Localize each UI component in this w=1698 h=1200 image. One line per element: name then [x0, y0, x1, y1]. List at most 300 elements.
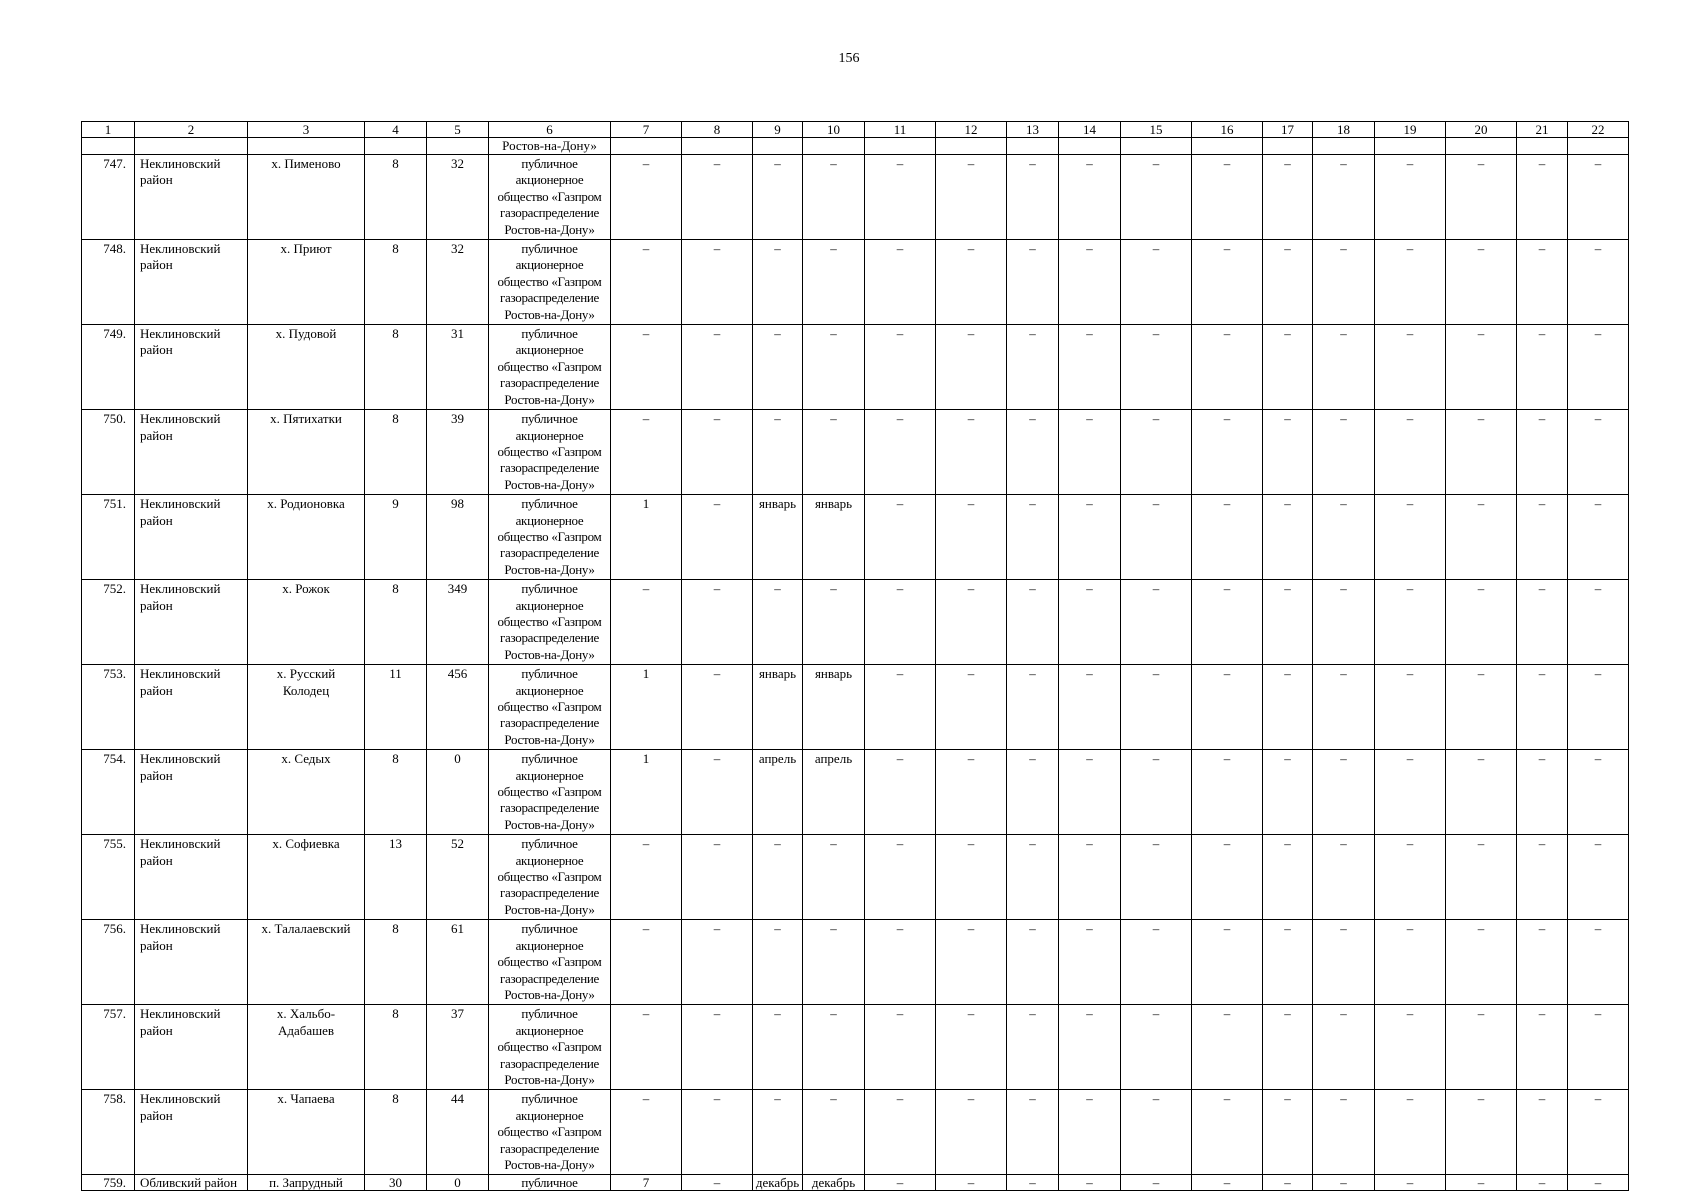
value-col-11: –	[865, 580, 936, 665]
value-col-17: –	[1263, 155, 1313, 240]
value-col-12: –	[936, 665, 1007, 750]
value-col-21: –	[1517, 1090, 1568, 1175]
value-col-15: –	[1121, 920, 1192, 1005]
value-col-14: –	[1059, 920, 1121, 1005]
value-col-9: январь	[753, 665, 803, 750]
value-col-10: апрель	[803, 750, 865, 835]
value-col-17: –	[1263, 240, 1313, 325]
value-col-20: –	[1446, 240, 1517, 325]
column-number-row	[82, 122, 1629, 138]
organization-line: газораспределение	[500, 545, 599, 561]
column-number-21: 21	[1517, 122, 1568, 138]
organization-line: Ростов-на-Дону»	[504, 646, 595, 662]
value-col-11: –	[865, 1005, 936, 1090]
district-suffix: район	[140, 342, 173, 358]
table-row	[82, 835, 1629, 920]
organization-line: общество «Газпром	[497, 869, 602, 885]
value-col-21: –	[1517, 495, 1568, 580]
value-col-10: –	[803, 1005, 865, 1090]
organization-line: публичное	[521, 156, 578, 171]
table-row	[82, 1175, 1629, 1191]
table-row	[82, 665, 1629, 750]
value-col-10: январь	[803, 495, 865, 580]
value-col-11: –	[865, 1090, 936, 1175]
continuation-empty-cell	[248, 138, 365, 155]
value-col-13: –	[1007, 920, 1059, 1005]
value-col-9: –	[753, 1090, 803, 1175]
value-col-20: –	[1446, 750, 1517, 835]
organization-line: акционерное	[515, 937, 584, 953]
value-col-19: –	[1375, 325, 1446, 410]
settlement-name: х. Родионовка	[267, 496, 345, 512]
value-col-17: –	[1263, 665, 1313, 750]
value-col-5: 98	[427, 495, 489, 580]
organization-line: акционерное	[515, 257, 584, 273]
district-suffix: район	[140, 937, 173, 953]
value-col-5: 32	[427, 155, 489, 240]
value-col-4: 8	[365, 580, 427, 665]
settlement-name: х. Чапаева	[277, 1091, 335, 1107]
value-col-5: 61	[427, 920, 489, 1005]
value-col-19: –	[1375, 665, 1446, 750]
district-suffix: район	[140, 1107, 173, 1123]
organization-line: публичное	[521, 1175, 578, 1191]
value-col-12: –	[936, 495, 1007, 580]
value-col-13: –	[1007, 580, 1059, 665]
value-col-5: 0	[427, 750, 489, 835]
column-number-2: 2	[135, 122, 248, 138]
value-col-8: –	[682, 1175, 753, 1191]
value-col-21: –	[1517, 1175, 1568, 1191]
organization-line: общество «Газпром	[497, 188, 602, 204]
value-col-4: 30	[365, 1175, 427, 1191]
organization-line: газораспределение	[500, 630, 599, 646]
value-col-12: –	[936, 835, 1007, 920]
value-col-7: 7	[611, 1175, 682, 1191]
value-col-18: –	[1313, 580, 1375, 665]
value-col-11: –	[865, 240, 936, 325]
continuation-empty-cell	[1375, 138, 1446, 155]
settlement-name: х. Талалаевский	[261, 921, 351, 937]
continuation-empty-cell	[135, 138, 248, 155]
value-col-5: 349	[427, 580, 489, 665]
organization-line: общество «Газпром	[497, 443, 602, 459]
value-col-15: –	[1121, 1090, 1192, 1175]
value-col-8: –	[682, 1090, 753, 1175]
value-col-11: –	[865, 750, 936, 835]
value-col-21: –	[1517, 410, 1568, 495]
continuation-empty-cell	[936, 138, 1007, 155]
value-col-14: –	[1059, 325, 1121, 410]
value-col-9: –	[753, 410, 803, 495]
value-col-15: –	[1121, 325, 1192, 410]
value-col-12: –	[936, 1175, 1007, 1191]
column-number-5: 5	[427, 122, 489, 138]
organization-line: общество «Газпром	[497, 699, 602, 714]
value-col-16: –	[1192, 1090, 1263, 1175]
value-col-18: –	[1313, 495, 1375, 580]
column-number-20: 20	[1446, 122, 1517, 138]
settlement-cell	[248, 155, 365, 240]
value-col-5: 456	[427, 665, 489, 750]
organization-line: акционерное	[515, 682, 584, 698]
value-col-17: –	[1263, 325, 1313, 410]
district-cell	[135, 580, 248, 665]
table-row	[82, 580, 1629, 665]
district-cell	[135, 1005, 248, 1090]
value-col-10: –	[803, 580, 865, 665]
value-col-11: –	[865, 155, 936, 240]
value-col-22: –	[1568, 835, 1629, 920]
district-cell	[135, 410, 248, 495]
value-col-19: –	[1375, 240, 1446, 325]
continuation-empty-cell	[1446, 138, 1517, 155]
value-col-20: –	[1446, 920, 1517, 1005]
organization-line: Ростов-на-Дону»	[504, 561, 595, 577]
value-col-12: –	[936, 580, 1007, 665]
value-col-5: 0	[427, 1175, 489, 1191]
organization-cell	[489, 325, 611, 410]
district-cell	[135, 1090, 248, 1175]
value-col-7: –	[611, 580, 682, 665]
value-col-4: 8	[365, 1005, 427, 1090]
organization-line: акционерное	[515, 1107, 584, 1123]
value-col-15: –	[1121, 750, 1192, 835]
value-col-18: –	[1313, 1175, 1375, 1191]
district-name: Неклиновский	[140, 1006, 221, 1022]
value-col-8: –	[682, 1005, 753, 1090]
continuation-empty-cell	[1007, 138, 1059, 155]
column-number-9: 9	[753, 122, 803, 138]
value-col-10: –	[803, 325, 865, 410]
value-col-8: –	[682, 665, 753, 750]
organization-line: акционерное	[515, 852, 584, 868]
organization-line: газораспределение	[500, 885, 599, 901]
settlement-cell	[248, 495, 365, 580]
organization-line: общество «Газпром	[497, 273, 602, 289]
value-col-13: –	[1007, 665, 1059, 750]
value-col-10: –	[803, 835, 865, 920]
value-col-19: –	[1375, 835, 1446, 920]
value-col-4: 8	[365, 750, 427, 835]
value-col-20: –	[1446, 1175, 1517, 1191]
organization-cell	[489, 495, 611, 580]
value-col-5: 44	[427, 1090, 489, 1175]
organization-line: публичное	[521, 1006, 578, 1022]
organization-cell	[489, 750, 611, 835]
value-col-17: –	[1263, 1005, 1313, 1090]
value-col-21: –	[1517, 580, 1568, 665]
value-col-15: –	[1121, 1005, 1192, 1090]
organization-line: публичное	[521, 581, 578, 597]
value-col-19: –	[1375, 495, 1446, 580]
value-col-22: –	[1568, 495, 1629, 580]
value-col-10: –	[803, 240, 865, 325]
column-number-19: 19	[1375, 122, 1446, 138]
value-col-18: –	[1313, 410, 1375, 495]
district-name: Неклиновский	[140, 156, 221, 171]
value-col-21: –	[1517, 1005, 1568, 1090]
row-number: 753.	[82, 665, 135, 750]
value-col-15: –	[1121, 410, 1192, 495]
value-col-15: –	[1121, 580, 1192, 665]
value-col-4: 9	[365, 495, 427, 580]
value-col-12: –	[936, 240, 1007, 325]
value-col-15: –	[1121, 155, 1192, 240]
value-col-16: –	[1192, 410, 1263, 495]
column-number-11: 11	[865, 122, 936, 138]
value-col-18: –	[1313, 155, 1375, 240]
table-row	[82, 1005, 1629, 1090]
continuation-empty-cell	[1313, 138, 1375, 155]
column-number-4: 4	[365, 122, 427, 138]
value-col-13: –	[1007, 1175, 1059, 1191]
continuation-empty-cell	[753, 138, 803, 155]
value-col-22: –	[1568, 1005, 1629, 1090]
value-col-9: –	[753, 580, 803, 665]
value-col-13: –	[1007, 1090, 1059, 1175]
value-col-18: –	[1313, 1090, 1375, 1175]
value-col-21: –	[1517, 835, 1568, 920]
value-col-13: –	[1007, 1005, 1059, 1090]
value-col-9: –	[753, 325, 803, 410]
column-number-18: 18	[1313, 122, 1375, 138]
value-col-16: –	[1192, 665, 1263, 750]
value-col-18: –	[1313, 920, 1375, 1005]
organization-line: Ростов-на-Дону»	[504, 1071, 595, 1087]
organization-line: Ростов-на-Дону»	[504, 986, 595, 1002]
organization-line: газораспределение	[500, 800, 599, 816]
value-col-20: –	[1446, 580, 1517, 665]
value-col-18: –	[1313, 835, 1375, 920]
organization-line: Ростов-на-Дону»	[504, 391, 595, 407]
column-number-13: 13	[1007, 122, 1059, 138]
value-col-18: –	[1313, 325, 1375, 410]
district-suffix: район	[140, 597, 173, 613]
value-col-22: –	[1568, 240, 1629, 325]
value-col-12: –	[936, 1005, 1007, 1090]
value-col-10: –	[803, 410, 865, 495]
organization-line: общество «Газпром	[497, 613, 602, 629]
settlement-cell	[248, 580, 365, 665]
value-col-13: –	[1007, 835, 1059, 920]
value-col-19: –	[1375, 580, 1446, 665]
organization-line: акционерное	[515, 512, 584, 528]
continuation-empty-cell	[82, 138, 135, 155]
data-table	[81, 121, 1629, 1191]
organization-line: Ростов-на-Дону»	[504, 901, 595, 917]
value-col-8: –	[682, 580, 753, 665]
settlement-name: х. Русский	[276, 666, 336, 682]
continuation-empty-cell	[682, 138, 753, 155]
value-col-22: –	[1568, 1090, 1629, 1175]
value-col-16: –	[1192, 240, 1263, 325]
row-number: 751.	[82, 495, 135, 580]
table-body	[82, 122, 1629, 1191]
district-name: Неклиновский	[140, 921, 221, 937]
value-col-8: –	[682, 835, 753, 920]
continuation-empty-cell	[611, 138, 682, 155]
row-number: 749.	[82, 325, 135, 410]
continuation-empty-cell	[365, 138, 427, 155]
district-suffix: район	[140, 1022, 173, 1038]
district-suffix: район	[140, 852, 173, 868]
row-number: 757.	[82, 1005, 135, 1090]
value-col-22: –	[1568, 580, 1629, 665]
table-row	[82, 920, 1629, 1005]
district-cell	[135, 665, 248, 750]
organization-line: общество «Газпром	[497, 784, 602, 800]
value-col-11: –	[865, 835, 936, 920]
value-col-7: –	[611, 240, 682, 325]
organization-cell	[489, 835, 611, 920]
organization-line: публичное	[521, 751, 578, 767]
value-col-16: –	[1192, 1005, 1263, 1090]
value-col-17: –	[1263, 920, 1313, 1005]
value-col-15: –	[1121, 665, 1192, 750]
value-col-7: 1	[611, 665, 682, 750]
settlement-cell	[248, 665, 365, 750]
continuation-empty-cell	[1192, 138, 1263, 155]
organization-line: общество «Газпром	[497, 528, 602, 544]
value-col-13: –	[1007, 410, 1059, 495]
value-col-16: –	[1192, 580, 1263, 665]
district-suffix: район	[140, 427, 173, 443]
value-col-14: –	[1059, 750, 1121, 835]
value-col-19: –	[1375, 155, 1446, 240]
settlement-name-cont: Колодец	[282, 682, 330, 698]
district-suffix: район	[140, 512, 173, 528]
settlement-cell	[248, 1175, 365, 1191]
value-col-13: –	[1007, 750, 1059, 835]
settlement-name: х. Пудовой	[275, 326, 337, 342]
value-col-9: декабрь	[753, 1175, 803, 1191]
column-number-6: 6	[489, 122, 611, 138]
value-col-7: –	[611, 835, 682, 920]
value-col-19: –	[1375, 410, 1446, 495]
value-col-14: –	[1059, 1090, 1121, 1175]
settlement-name: х. Рожок	[282, 581, 330, 597]
value-col-14: –	[1059, 665, 1121, 750]
table-row	[82, 750, 1629, 835]
organization-line: публичное	[521, 411, 578, 427]
value-col-17: –	[1263, 1090, 1313, 1175]
organization-line: публичное	[521, 666, 578, 682]
organization-line: Ростов-на-Дону»	[504, 476, 595, 492]
value-col-19: –	[1375, 1175, 1446, 1191]
value-col-16: –	[1192, 325, 1263, 410]
value-col-11: –	[865, 920, 936, 1005]
value-col-9: –	[753, 240, 803, 325]
continuation-empty-cell	[865, 138, 936, 155]
organization-line: газораспределение	[500, 1055, 599, 1071]
value-col-7: –	[611, 920, 682, 1005]
value-col-5: 39	[427, 410, 489, 495]
continuation-row	[82, 138, 1629, 155]
table-row	[82, 410, 1629, 495]
organization-line: акционерное	[515, 597, 584, 613]
district-cell	[135, 1175, 248, 1191]
value-col-5: 31	[427, 325, 489, 410]
value-col-21: –	[1517, 325, 1568, 410]
value-col-4: 8	[365, 410, 427, 495]
organization-line: газораспределение	[500, 1140, 599, 1156]
row-number: 747.	[82, 155, 135, 240]
organization-line: Ростов-на-Дону»	[504, 1156, 595, 1172]
row-number: 750.	[82, 410, 135, 495]
value-col-9: –	[753, 155, 803, 240]
organization-line: общество «Газпром	[497, 1124, 602, 1140]
value-col-10: –	[803, 1090, 865, 1175]
settlement-cell	[248, 835, 365, 920]
value-col-8: –	[682, 495, 753, 580]
organization-line: Ростов-на-Дону»	[504, 731, 595, 747]
district-name: Неклиновский	[140, 751, 221, 767]
value-col-13: –	[1007, 495, 1059, 580]
district-cell	[135, 495, 248, 580]
value-col-12: –	[936, 155, 1007, 240]
row-number: 756.	[82, 920, 135, 1005]
value-col-22: –	[1568, 410, 1629, 495]
value-col-4: 8	[365, 1090, 427, 1175]
value-col-4: 8	[365, 240, 427, 325]
value-col-22: –	[1568, 155, 1629, 240]
settlement-cell	[248, 920, 365, 1005]
column-number-12: 12	[936, 122, 1007, 138]
district-cell	[135, 240, 248, 325]
table-row	[82, 325, 1629, 410]
organization-line: публичное	[521, 836, 578, 852]
row-number: 755.	[82, 835, 135, 920]
value-col-17: –	[1263, 580, 1313, 665]
organization-line: публичное	[521, 326, 578, 342]
value-col-14: –	[1059, 410, 1121, 495]
column-number-8: 8	[682, 122, 753, 138]
value-col-4: 8	[365, 920, 427, 1005]
district-suffix: район	[140, 257, 173, 273]
continuation-empty-cell	[803, 138, 865, 155]
district-name: Неклиновский	[140, 496, 221, 512]
settlement-name: х. Пименово	[271, 156, 341, 171]
value-col-22: –	[1568, 920, 1629, 1005]
organization-cell	[489, 155, 611, 240]
value-col-14: –	[1059, 835, 1121, 920]
value-col-16: –	[1192, 155, 1263, 240]
row-number: 752.	[82, 580, 135, 665]
value-col-13: –	[1007, 155, 1059, 240]
organization-cell	[489, 665, 611, 750]
district-cell	[135, 155, 248, 240]
table-row	[82, 1090, 1629, 1175]
organization-line: газораспределение	[500, 460, 599, 476]
organization-line: публичное	[521, 241, 578, 257]
value-col-9: –	[753, 920, 803, 1005]
value-col-20: –	[1446, 410, 1517, 495]
continuation-empty-cell	[1059, 138, 1121, 155]
settlement-name: х. Софиевка	[272, 836, 340, 852]
value-col-17: –	[1263, 750, 1313, 835]
page-number: 156	[838, 51, 860, 66]
column-number-22: 22	[1568, 122, 1629, 138]
district-name: Неклиновский	[140, 411, 221, 427]
organization-line: Ростов-на-Дону»	[504, 306, 595, 322]
row-number: 754.	[82, 750, 135, 835]
value-col-20: –	[1446, 325, 1517, 410]
value-col-10: январь	[803, 665, 865, 750]
value-col-19: –	[1375, 750, 1446, 835]
value-col-8: –	[682, 750, 753, 835]
value-col-18: –	[1313, 665, 1375, 750]
